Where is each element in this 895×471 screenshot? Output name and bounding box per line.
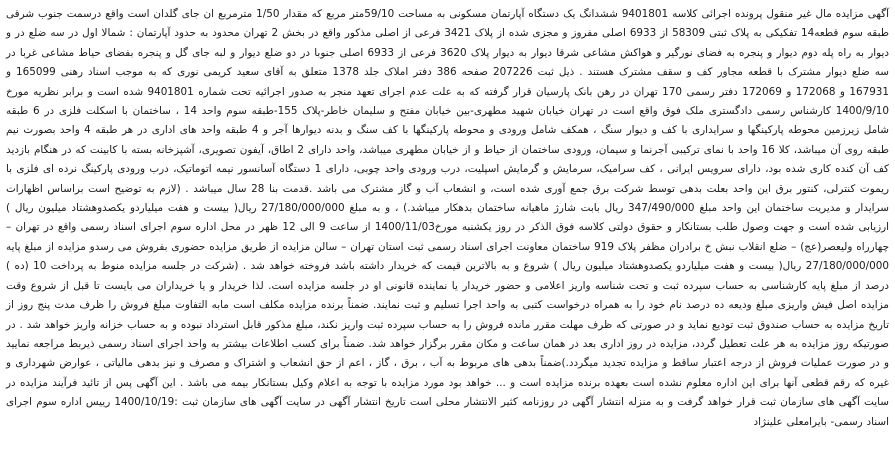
auction-notice-text: آگهی مزایده مال غیر منقول پرونده اجرائی کلاسه 9401801 ششدانگ یک دستگاه آپارتمان مسکونی به مساحت 59/10متر مربع که مقدار 1/50 مترمربع ان جای گلدان است واقع درسمت جنوب شرقی طبقه سوم قطعه14 تفکیکی به پلاک ثبتی 58309 از 6933 اصلی مفروز و مجزی شده از پلاک 3421 فرعی از اصلی مذکور واقع در بخش 2 تهران محدود به حدود آپارتمان : شمالا اول در سه ضلع در و دیوار به راه پله دوم دیوار و پنجره به فضای نورگیر و هواکش مشاعی شرقا دیوار به دیوار پلاک 3620 فرعی از 6933 اصلی جنوبا در دو ضلع دیوار و لبه جای گل و پنجره بفضای حیاط مشاعی غربا در سه ضلع دیوار مشترک با قطعه مجاور کف و سقف مشترک هستند . ذیل ثبت 207226 صفحه 386 دفتر املاک جلد 1378 متعلق به آقای سعید کریمی نوری که به موجب اسناد رهنی 165099 و 167931 و 172068 و 172069 دفتر رسمی 170 تهران در رهن بانک پارسیان قرار گرفته که به علت عدم اجرای تعهد منجر به صدور اجرائیه تحت شماره 9401801 شده است و برابر نظریه مورخ 1400/9/10 کارشناس رسمی دادگستری ملک فوق واقع است در تهران خیابان شهید مطهری-بین خیابان مفتح و سلیمان خاطر-پلاک 155-طبقه سوم واحد 14 ، ساختمان با اسکلت فلزی در 6 طبقه شامل زیرزمین محوطه پارکینگها و سرایداری با کف و دیوار سنگ ، همکف شامل ورودی و محوطه پارکینگها با کف سنگ و بدنه دیوارها آجر و 4 طبقه واحد های اداری در هر طبقه 4 واحد بصورت نیم طبقه روی آن میباشد، کلا 16 واحد با نمای ترکیبی آجرنما و سیمان، ورودی ساختمان از حیاط و از خیابان مطهری میباشد، واحد دارای 2 اطاق، آیفون تصویری، آشپزخانه بسته با کابینت که در هنگام بازدید کف آن کنده کاری شده بود، دارای سرویس ایرانی ، کف سرامیک، سرمایش و گرمایش اسپلیت، درب ورودی واحد چوبی، دارای 1 دستگاه آسانسور نیمه اتوماتیک، درب ورودی پارکینگ نرده ای فلزی با ریموت کنترلی، کنتور برق این واحد بعلت بدهی توسط شرکت برق جمع آوری شده است، و انشعاب آب و گاز مشترک می باشد .قدمت بنا 28 سال میباشد . (لازم به توضیح است براساس اظهارات سرایدار و مدیریت ساختمان این واحد مبلغ 347/490/000 ریال بابت شارژ ماهیانه ساختمان بدهکار میباشد.) ، و به مبلغ 27/180/000/000 ریال( بیست و هفت میلیاردو یکصدوهشتاد میلیون ریال ) ارزیابی شده است و جهت وصول طلب بستانکار و حقوق دولتی کلاسه فوق الذکر در روز یکشنبه مورخ1400/11/03 از ساعت 9 الی 12 ظهر در محل اداره سوم اجرای اسناد رسمی واقع در تهران – چهارراه ولیعصر(عج) – ضلع انقلاب نبش خ برادران مظفر پلاک 919 ساختمان معاونت اجرای اسناد رسمی ثبت استان تهران – سالن مزایده از طریق مزایده حضوری بفروش می رسدو مزایده از مبلغ پایه 27/180/000/000 ریال( بیست و هفت میلیاردو یکصدوهشتاد میلیون ریال ) شروع و به بالاترین قیمت که خریدار داشته باشد فروخته خواهد شد . (شرکت در جلسه مزایده منوط به پرداخت 10 (ده ) درصد از مبلغ پایه کارشناسی به حساب سپرده ثبت و تحت شناسه واریز اعلامی و حضور خریدار یا نماینده قانونی او در جلسه مزایده است. لذا خریدار و یا خریداران می بایست تا قبل از شروع وقت مزایده اصل فیش واریزی مبلغ ودیعه ده درصد نام خود را به همراه درخواست کتبی به واحد اجرا تسلیم و ثبت نمایند. ضمناً برنده مزایده مکلف است مابه التفاوت مبلغ فروش را ظرف مدت پنج روز از تاریخ مزایده به حساب صندوق ثبت تودیع نماید و در صورتی که ظرف مهلت مقرر مانده فروش را به حساب سپرده ثبت واریز نکند، مبلغ مذکور قابل استرداد نبوده و به حساب خزانه واریز خواهد شد . در صورتیکه روز مزایده به هر علت تعطیل گردد، مزایده در روز اداری بعد در همان ساعت و مکان مقرر برگزار خواهد شد. ضمناً برای کسب اطلاعات بیشتر به واحد اجرای اسناد رسمی ذیربط مراجعه نمایید و در صورت عملیات فروش از درجه اعتبار ساقط و مزایده تجدید میگردد.)ضمناً بدهی های مربوط به آب ، برق ، گاز ، اعم از حق انشعاب و اشتراک و مصرف و نیز بدهی مالیاتی ، عوارض شهرداری و غیره که رقم قطعی آنها برای این اداره معلوم نشده است بعهده برنده مزایده است و ... خواهد بود مورد مزایده با توجه به اعلام وکیل بستانکار بیمه می باشد . این آگهی پس از تائید فرآیند مزایده در سایت آگهی های سازمان ثبت قرار خواهد گرفت و به منزله انتشار آگهی در روزنامه کثیر الانتشار محلی است تاریخ انتشار آگهی در سایت آگهی های سازمان ثبت :1400/10/19 رییس اداره سوم اجرای اسناد رسمی- بایرامعلی علینژاد: [6, 8, 890, 428]
